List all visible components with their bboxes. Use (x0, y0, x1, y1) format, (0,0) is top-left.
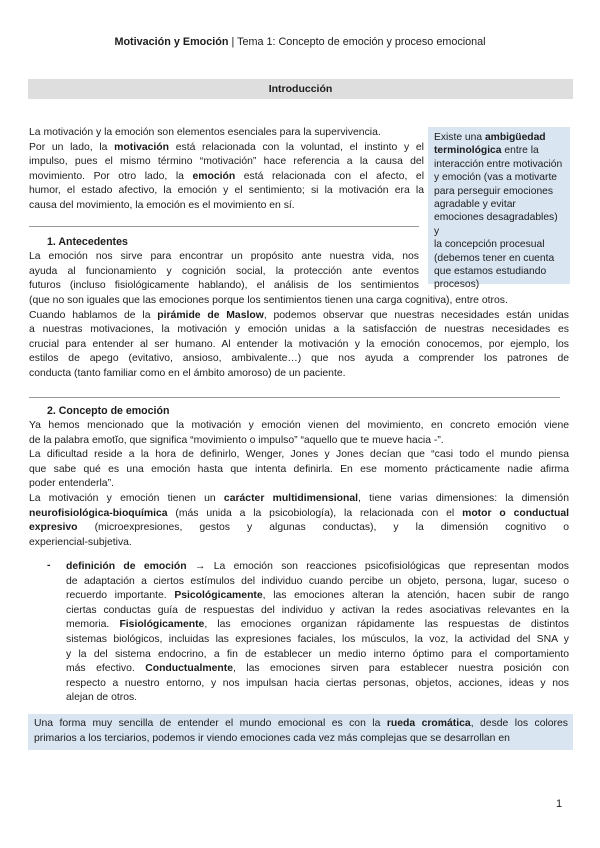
antecedentes-paragraph-a: La emoción nos sirve para encontrar un propósito ante nuestra vida, nos ayuda al funcionamiento y cognición social, la protección ante eventos futuros (incluso fisiológicamente hablando), el análisis de los sentimientos (29, 251, 419, 292)
intro-line: Por un lado, la motivación está relacionada con la voluntad, el instinto y el (29, 141, 424, 153)
section-divider (29, 226, 419, 227)
header-subtitle: Tema 1: Concepto de emoción y proceso emocional (237, 36, 486, 48)
intro-paragraph (29, 126, 424, 214)
intro-line: movimiento. Por otro lado, la emoción está relacionada con el afecto, el (29, 170, 424, 182)
heading-concepto-emocion: 2. Concepto de emoción (47, 405, 170, 417)
intro-line: humor, el estado afectivo, la emoción y el sentimiento; si la motivación era la (29, 185, 424, 197)
heading-antecedentes: 1. Antecedentes (47, 236, 128, 248)
page-header (0, 36, 600, 48)
header-separator: | (228, 36, 238, 48)
header-title: Motivación y Emoción (114, 36, 229, 48)
section-band-label: Introducción (268, 83, 333, 95)
intro-line: causa del movimiento, la emoción es el movimiento en sí. (29, 199, 295, 211)
concepto-paragraph: Ya hemos mencionado que la motivación y emoción vienen del movimiento, en concreto emoción viene de la palabra emotĭo, que significa “movimiento o impulso” “aquello que te mueve hacia -”. La dificultad reside a la hora de definirlo, Wenger, Jones y Jones decían que “casi todo el mundo piensa que sabe qué es una emoción hasta que intenta definirla. En ese momento prácticamente nadie afirma poder entenderla”. La motivación y emoción tienen un carácter multidimensional, tiene varias dimensiones: la dimensión neurofisiológica-bioquímica (más unida a la psicobiología), la relacionada con el motor o conductual expresivo (microexpresiones, gestos y algunas conductas), y la dimensión cognitivo o experiencial-subjetiva. (29, 420, 569, 548)
definicion-paragraph: definición de emoción → La emoción son reacciones psicofisiológicas que representan modos de adaptación a ciertos estímulos del individuo cuando percibe un objeto, persona, lugar, suceso o recuerdo importante. Psicológicamente, las emociones alteran la atención, hacen subir de rango ciertas conductas guía de respuestas del individuo y activan la redes asociativas relevantes en la memoria. Fisiológicamente, las emociones organizan rápidamente las respuestas de distintos sistemas biológicos, incluidas las expresiones faciales, los músculos, la voz, la actividad del SNA y y la del sistema endocrino, a fin de establecer un medio interno óptimo para el comportamiento más efectivo. Conductualmente, las emociones sirven para establecer nuestra posición con respecto a nuestro entorno, y nos impulsan hacia ciertas personas, objetos, acciones, ideas y nos alejan de otros. (66, 561, 569, 704)
section-divider (29, 397, 560, 398)
highlight-box-rueda-cromatica: Una forma muy sencilla de entender el mundo emocional es con la rueda cromática, desde los colores primarios a los terciarios, podemos ir viendo emociones cada vez más complejas que se desarrollan en (28, 714, 573, 750)
page-number: 1 (556, 798, 563, 810)
intro-line: impulso, pues el mismo término “motivación” hace referencia a la causa del (29, 156, 424, 168)
antecedentes-paragraph-b: (que no son iguales que las emociones porque los sentimientos tienen una carga cognitiva), entre otros. Cuando hablamos de la pirámide de Maslow, podemos observar que nuestras necesidades están unidas a nuestras motivaciones, la motivación y emoción unidas a la satisfacción de nuestras necesidades es crucial para entender al ser humano. Al entender la motivación y la emoción conocemos, por ejemplo, los estilos de apego (evitativo, ansioso, ambivalente…) que nos ayuda a comprender los patrones de conducta (tanto familiar como en el ámbito amoroso) de un paciente. (29, 295, 569, 379)
bullet-dash: - (47, 560, 51, 571)
intro-line: La motivación y la emoción son elementos esenciales para la supervivencia. (29, 127, 381, 138)
side-note-box: Existe una ambigüedad terminológica entre la interacción entre motivación y emoción (vas a motivarte para perseguir emociones agradable y evitar emociones desagradables) y la concepción procesual (debemos tener en cuenta que estamos estudiando procesos) (428, 127, 570, 284)
section-band-introduccion (28, 79, 573, 99)
